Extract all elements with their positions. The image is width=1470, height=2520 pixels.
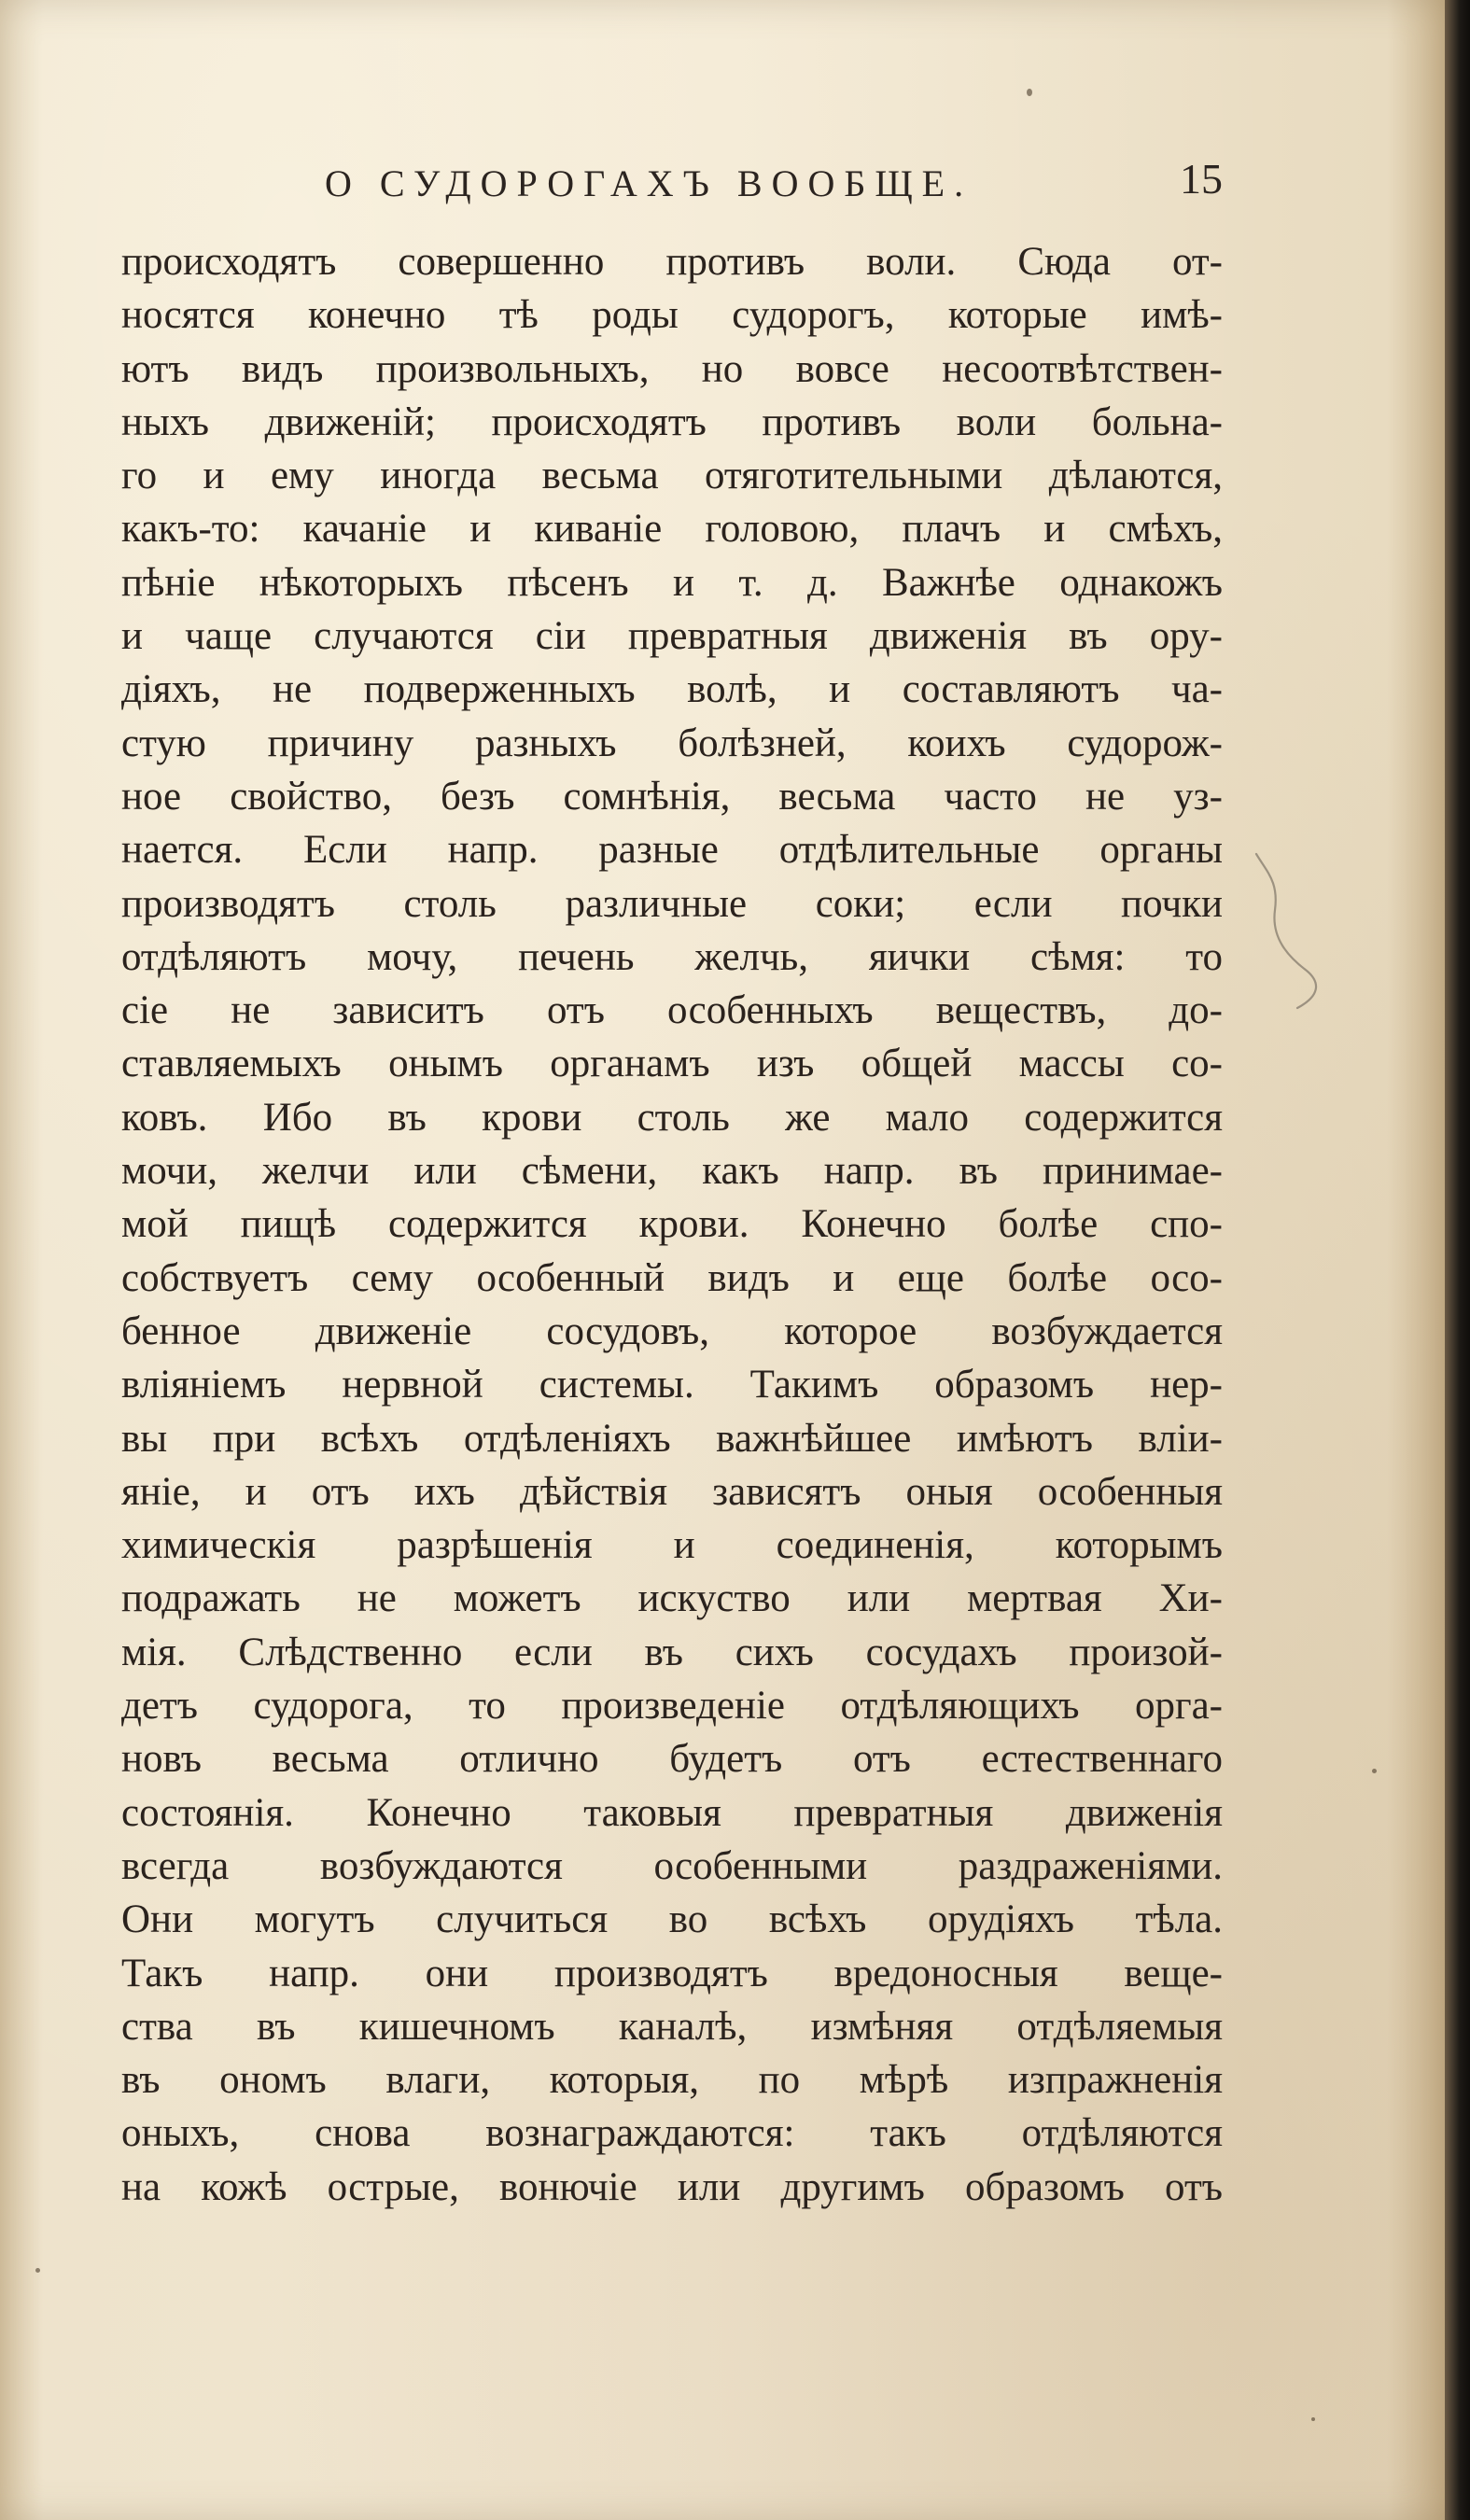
text-line: яніе, и отъ ихъ дѣйствія зависятъ оныя особенныя	[121, 1469, 1223, 1514]
text-line: отдѣляютъ мочу, печень желчь, яички сѣмя: то	[121, 934, 1223, 979]
text-line: и чаще случаются сіи превратныя движенія въ ору-	[121, 614, 1223, 659]
body-text	[121, 235, 1223, 2214]
text-line: носятся конечно тѣ роды судорогъ, которые имѣ-	[121, 293, 1223, 338]
text-line: го и ему иногда весьма отяготительными дѣлаются,	[121, 454, 1223, 498]
text-line: мой пищѣ содержится крови. Конечно болѣе спо-	[121, 1202, 1223, 1247]
text-line: собствуетъ сему особенный видъ и еще болѣе осо-	[121, 1255, 1223, 1300]
text-line: производятъ столь различные соки; если почки	[121, 881, 1223, 926]
page-number: 15	[1180, 155, 1223, 203]
text-line: ютъ видъ произвольныхъ, но вовсе несоотвѣтствен-	[121, 346, 1223, 391]
text-line: стую причину разныхъ болѣзней, коихъ судорож-	[121, 721, 1223, 765]
paper-speck	[1311, 2417, 1315, 2421]
text-line: состоянія. Конечно таковыя превратныя движенія	[121, 1790, 1223, 1835]
book-page-edge	[1445, 0, 1470, 2520]
text-line: мія. Слѣдственно если въ сихъ сосудахъ произой-	[121, 1630, 1223, 1674]
text-line: новъ весьма отлично будетъ отъ естественнаго	[121, 1737, 1223, 1782]
paper-speck	[1372, 1769, 1377, 1773]
text-line: ства въ кишечномъ каналѣ, измѣняя отдѣляемыя	[121, 2004, 1223, 2049]
text-line: вы при всѣхъ отдѣленіяхъ важнѣйшее имѣютъ вліи-	[121, 1416, 1223, 1461]
chapter-running-title: О СУДОРОГАХЪ ВООБЩЕ.	[325, 162, 973, 204]
text-line: бенное движеніе сосудовъ, которое возбуждается	[121, 1309, 1223, 1353]
text-line: въ ономъ влаги, которыя, по мѣрѣ изпражненія	[121, 2058, 1223, 2103]
text-line: всегда возбуждаются особенными раздраженіями.	[121, 1843, 1223, 1888]
text-line: подражать не можетъ искуство или мертвая Хи-	[121, 1576, 1223, 1621]
text-line: діяхъ, не подверженныхъ волѣ, и составляютъ ча-	[121, 667, 1223, 712]
text-line: Они могутъ случиться во всѣхъ орудіяхъ тѣла.	[121, 1897, 1223, 1942]
text-line: химическія разрѣшенія и соединенія, которымъ	[121, 1523, 1223, 1568]
text-line: оныхъ, снова вознаграждаются: такъ отдѣляются	[121, 2111, 1223, 2156]
text-line: вліяніемъ нервной системы. Такимъ образомъ нер-	[121, 1363, 1223, 1407]
text-line: ковъ. Ибо въ крови столь же мало содержится	[121, 1095, 1223, 1140]
text-line: какъ-то: качаніе и киваніе головою, плачъ и смѣхъ,	[121, 507, 1223, 552]
text-line: ное свойство, безъ сомнѣнія, весьма часто не уз-	[121, 774, 1223, 819]
text-line: нается. Если напр. разные отдѣлительные органы	[121, 828, 1223, 873]
text-line: сіе не зависитъ отъ особенныхъ веществъ, до-	[121, 988, 1223, 1033]
text-line: ставляемыхъ онымъ органамъ изъ общей массы со-	[121, 1042, 1223, 1086]
text-line: происходятъ совершенно противъ воли. Сюда от-	[121, 240, 1223, 284]
text-line: ныхъ движеній; происходятъ противъ воли больна-	[121, 399, 1223, 444]
text-line: мочи, желчи или сѣмени, какъ напр. въ принимае-	[121, 1149, 1223, 1194]
paper-speck	[35, 2268, 40, 2273]
running-head	[121, 154, 1223, 219]
pencil-margin-mark-icon	[1251, 845, 1335, 1013]
text-line: детъ судорога, то произведеніе отдѣляющихъ орга-	[121, 1684, 1223, 1729]
paper-speck	[1027, 89, 1032, 96]
text-line: на кожѣ острые, вонючіе или другимъ образомъ отъ	[121, 2164, 1223, 2209]
text-line: пѣніе нѣкоторыхъ пѣсенъ и т. д. Важнѣе однакожъ	[121, 560, 1223, 605]
text-line: Такъ напр. они производятъ вредоносныя веще-	[121, 1951, 1223, 1995]
